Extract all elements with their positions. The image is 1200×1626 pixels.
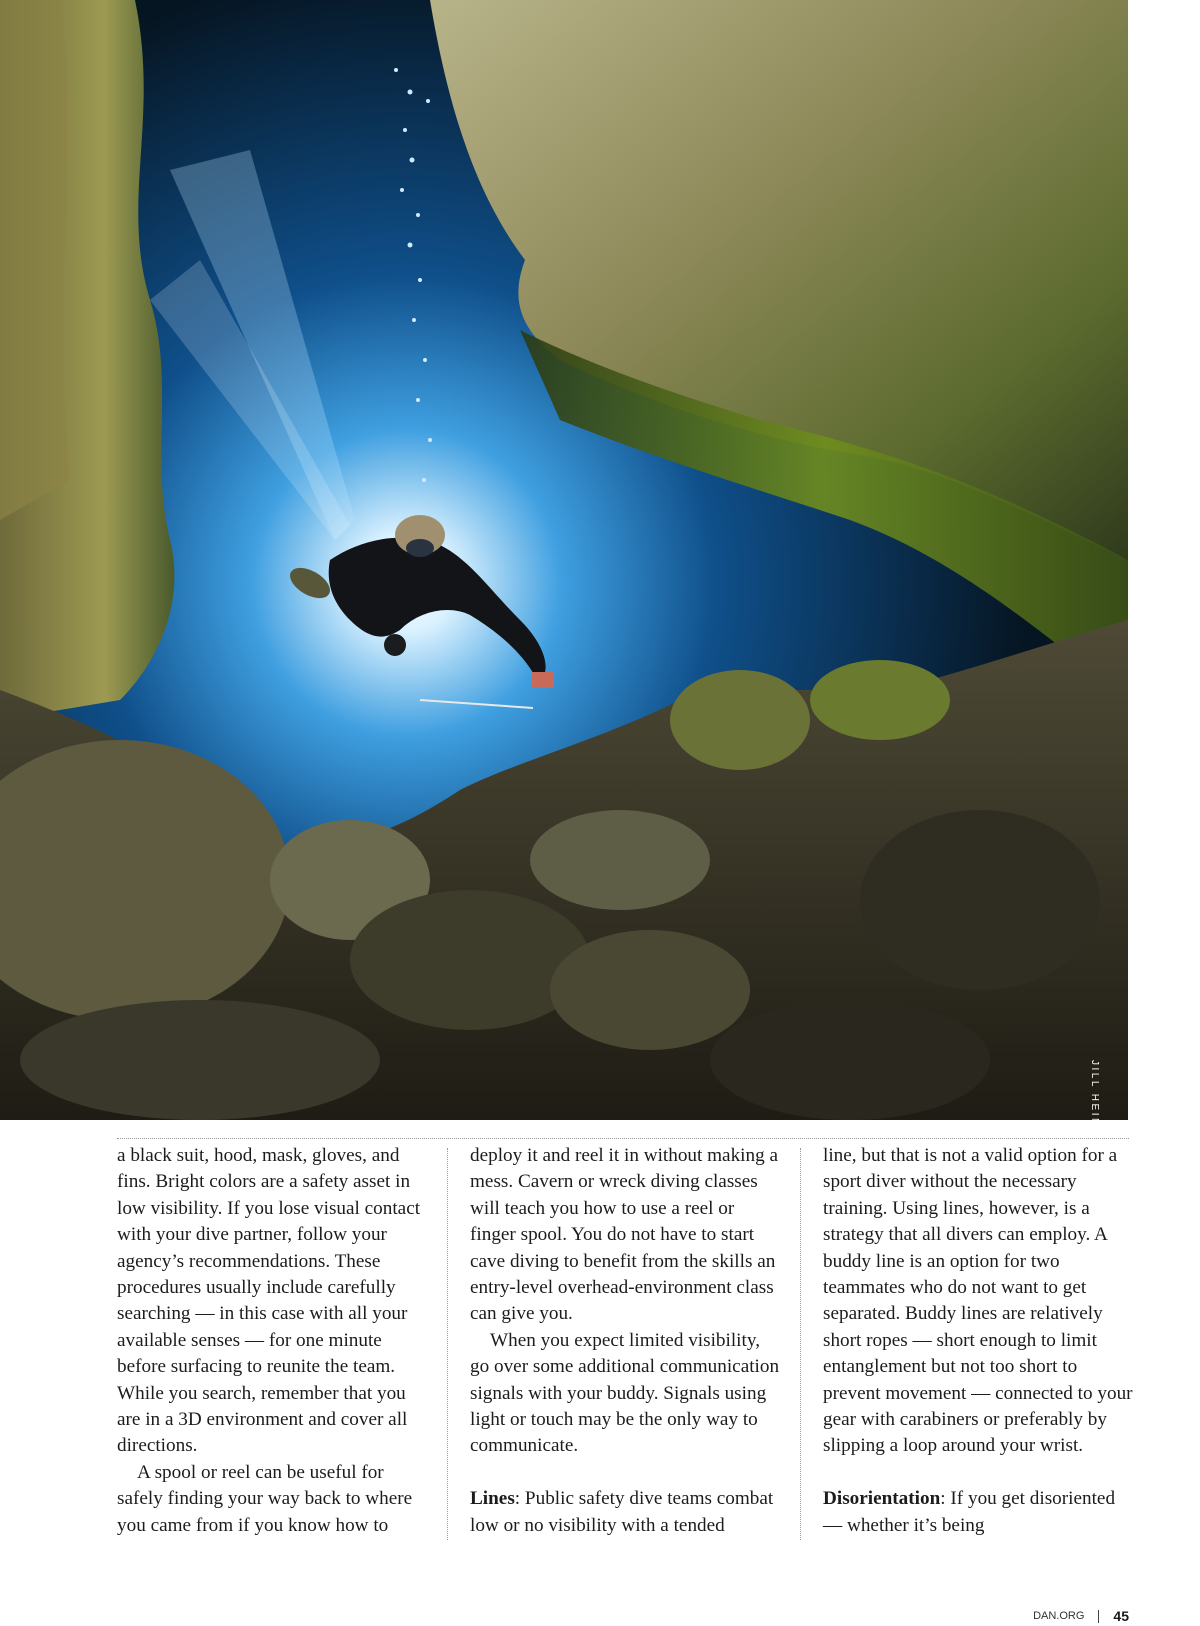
paragraph-text: : If you get disoriented — whether it’s being xyxy=(823,1488,1116,1536)
section-heading-lines: Lines xyxy=(470,1488,515,1510)
photo-credit: JILL HEINERTH xyxy=(1089,1060,1100,1165)
paragraph: deploy it and reel it in without making a mess. Cavern or wreck diving classes will teach you how to use a reel or finger spool. You do not have to start cave diving to benefit from the skills an entry-level overhead-environment class can give you. xyxy=(470,1145,779,1325)
text-top-rule xyxy=(117,1138,1129,1139)
paragraph-text: : Public safety dive teams combat low or no visibility with a tended xyxy=(470,1488,774,1536)
paragraph-lines xyxy=(470,1486,780,1539)
footer-site: DAN.ORG xyxy=(1033,1610,1085,1622)
paragraph-disorientation xyxy=(823,1486,1133,1539)
paragraph: line, but that is not a valid option for a sport diver without the necessary training. Using lines, however, is a strategy that all divers can employ. A buddy line is an option for two teammates who do not want to get separated. Buddy lines are relatively short ropes — short enough to limit entanglement but not too short to prevent movement — connected to your gear with carabiners or preferably by slipping a loop around your wrist. xyxy=(823,1145,1133,1457)
page-number: 45 xyxy=(1113,1608,1129,1624)
page-footer xyxy=(1033,1608,1129,1624)
column-divider xyxy=(447,1148,448,1540)
paragraph: When you expect limited visibility, go over some additional communication signals with your buddy. Signals using light or touch may be the only way to communicate. xyxy=(470,1329,780,1457)
column-divider xyxy=(800,1148,801,1540)
footer-separator xyxy=(1098,1610,1099,1623)
text-column-3 xyxy=(823,1143,1133,1539)
section-heading-disorientation: Disorientation xyxy=(823,1488,941,1510)
paragraph: A spool or reel can be useful for safely finding your way back to where you came from if you know how to xyxy=(117,1461,413,1536)
text-column-1 xyxy=(117,1143,427,1539)
paragraph: a black suit, hood, mask, gloves, and fins. Bright colors are a safety asset in low visibility. If you lose visual contact with your dive partner, follow your agency’s recommendations. These procedures usually include carefully searching — in this case with all your available senses — for one minute before surfacing to reunite the team. While you search, remember that you are in a 3D environment and cover all directions. xyxy=(117,1145,421,1457)
text-column-2 xyxy=(470,1143,780,1539)
